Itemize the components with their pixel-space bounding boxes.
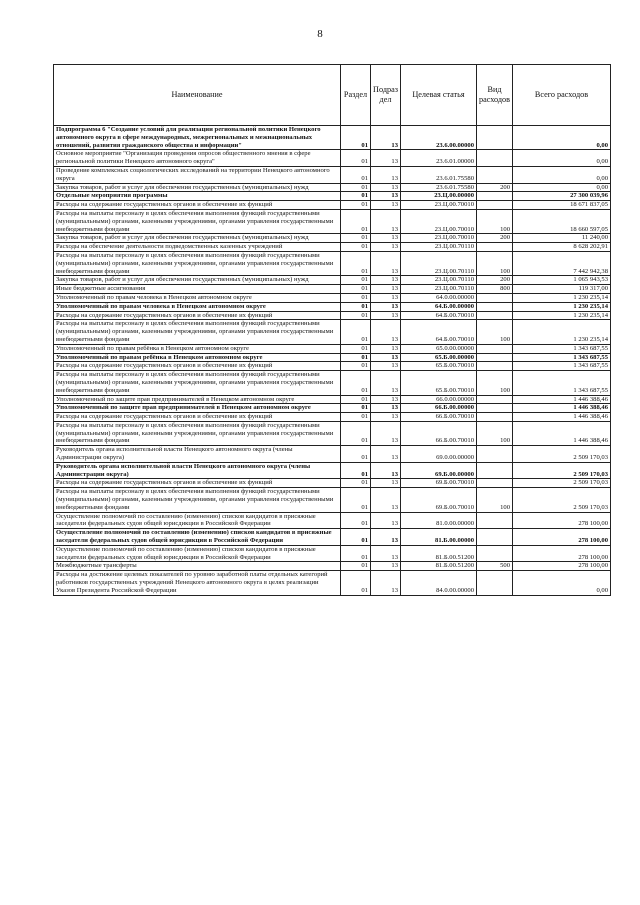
cell-sub: 13 <box>371 285 401 294</box>
page-number: 8 <box>317 28 323 40</box>
cell-name: Осуществление полномочий по составлению (изменению) списков кандидатов в присяжные заседатели федеральных судов общей юрисдикции в Российской Федерации <box>54 529 341 546</box>
cell-sec: 01 <box>341 344 371 353</box>
cell-sub: 13 <box>371 562 401 571</box>
cell-total: 11 240,00 <box>513 234 611 243</box>
cell-name: Межбюджетные трансферты <box>54 562 341 571</box>
cell-tgt: 81.Б.00.00000 <box>401 529 477 546</box>
cell-sub: 13 <box>371 251 401 275</box>
cell-sub: 13 <box>371 571 401 595</box>
table-row <box>54 192 611 201</box>
cell-name: Закупка товаров, работ и услуг для обеспечения государственных (муниципальных) нужд <box>54 183 341 192</box>
cell-kind: 100 <box>477 488 513 512</box>
cell-name: Расходы на обеспечение деятельности подведомственных казенных учреждений <box>54 243 341 252</box>
table-row <box>54 276 611 285</box>
cell-sec: 01 <box>341 545 371 562</box>
cell-name: Закупка товаров, работ и услуг для обеспечения государственных (муниципальных) нужд <box>54 276 341 285</box>
cell-tgt: 23.Ц.00.70110 <box>401 251 477 275</box>
header-total: Всего расходов <box>513 65 611 126</box>
cell-sub: 13 <box>371 488 401 512</box>
cell-sub: 13 <box>371 512 401 529</box>
cell-kind <box>477 545 513 562</box>
cell-total: 18 671 837,05 <box>513 201 611 210</box>
cell-kind <box>477 302 513 311</box>
table-row <box>54 126 611 150</box>
cell-sec: 01 <box>341 362 371 371</box>
cell-total: 278 100,00 <box>513 562 611 571</box>
cell-sec: 01 <box>341 562 371 571</box>
cell-kind <box>477 529 513 546</box>
cell-tgt: 84.0.00.00000 <box>401 571 477 595</box>
cell-sec: 01 <box>341 462 371 479</box>
cell-tgt: 69.Б.00.70010 <box>401 488 477 512</box>
table-header-row <box>54 65 611 126</box>
cell-kind <box>477 126 513 150</box>
cell-total: 1 343 687,55 <box>513 362 611 371</box>
cell-sec: 01 <box>341 353 371 362</box>
cell-sub: 13 <box>371 446 401 463</box>
cell-kind: 500 <box>477 562 513 571</box>
table-row <box>54 413 611 422</box>
table-row <box>54 201 611 210</box>
cell-sub: 13 <box>371 311 401 320</box>
cell-total: 1 446 388,46 <box>513 395 611 404</box>
cell-kind <box>477 362 513 371</box>
cell-total: 18 660 597,05 <box>513 209 611 233</box>
cell-tgt: 66.Б.00.00000 <box>401 404 477 413</box>
cell-kind <box>477 395 513 404</box>
table-row <box>54 571 611 595</box>
cell-kind: 100 <box>477 209 513 233</box>
cell-sec: 01 <box>341 126 371 150</box>
cell-total: 0,00 <box>513 150 611 167</box>
cell-tgt: 65.0.00.00000 <box>401 344 477 353</box>
cell-total: 278 100,00 <box>513 529 611 546</box>
cell-sec: 01 <box>341 512 371 529</box>
table-row <box>54 545 611 562</box>
cell-name: Расходы на выплаты персоналу в целях обеспечения выполнения функций государственными (муниципальными) органами, казенными учреждениями, органами управления государственными внебюджетными фондами <box>54 251 341 275</box>
cell-sub: 13 <box>371 353 401 362</box>
cell-name: Расходы на содержание государственных органов и обеспечение их функций <box>54 201 341 210</box>
table-row <box>54 512 611 529</box>
cell-kind: 800 <box>477 285 513 294</box>
cell-tgt: 69.Б.00.70010 <box>401 479 477 488</box>
cell-kind: 100 <box>477 320 513 344</box>
cell-total: 1 446 388,46 <box>513 413 611 422</box>
table-row <box>54 395 611 404</box>
cell-name: Расходы на выплаты персоналу в целях обеспечения выполнения функций государственными (муниципальными) органами, казенными учреждениями, органами управления государственными внебюджетными фондами <box>54 320 341 344</box>
table-row <box>54 302 611 311</box>
cell-sub: 13 <box>371 462 401 479</box>
cell-name: Расходы на достижение целевых показателей по уровню заработной платы отдельных категорий работников государственных учреждений Ненецкого автономного округа в целях реализации Указов Президента Российской Федерации <box>54 571 341 595</box>
cell-sub: 13 <box>371 362 401 371</box>
cell-sub: 13 <box>371 413 401 422</box>
cell-tgt: 69.Б.00.00000 <box>401 462 477 479</box>
cell-sub: 13 <box>371 201 401 210</box>
table-row <box>54 404 611 413</box>
cell-tgt: 23.6.00.00000 <box>401 126 477 150</box>
cell-sub: 13 <box>371 276 401 285</box>
table-row <box>54 344 611 353</box>
cell-total: 0,00 <box>513 166 611 183</box>
cell-tgt: 23.Ц.00.70010 <box>401 234 477 243</box>
table-row <box>54 209 611 233</box>
table-row <box>54 183 611 192</box>
cell-sec: 01 <box>341 529 371 546</box>
cell-name: Уполномоченный по правам человека в Ненецком автономном округе <box>54 293 341 302</box>
cell-sub: 13 <box>371 192 401 201</box>
cell-name: Расходы на выплаты персоналу в целях обеспечения выполнения функций государственными (муниципальными) органами, казенными учреждениями, органами управления государственными внебюджетными фондами <box>54 209 341 233</box>
cell-kind <box>477 243 513 252</box>
cell-tgt: 64.0.00.00000 <box>401 293 477 302</box>
cell-name: Проведение комплексных социологических исследований на территории Ненецкого автономного округа <box>54 166 341 183</box>
cell-kind: 200 <box>477 183 513 192</box>
table-row <box>54 371 611 395</box>
cell-kind <box>477 311 513 320</box>
table-row <box>54 320 611 344</box>
cell-tgt: 66.Б.00.70010 <box>401 421 477 445</box>
cell-sec: 01 <box>341 183 371 192</box>
cell-sec: 01 <box>341 371 371 395</box>
cell-sec: 01 <box>341 285 371 294</box>
header-name: Наименование <box>54 65 341 126</box>
cell-tgt: 81.Б.00.51200 <box>401 545 477 562</box>
cell-kind <box>477 150 513 167</box>
cell-tgt: 64.Б.00.70010 <box>401 320 477 344</box>
cell-sec: 01 <box>341 201 371 210</box>
cell-name: Расходы на содержание государственных органов и обеспечение их функций <box>54 413 341 422</box>
cell-kind <box>477 353 513 362</box>
table-row <box>54 488 611 512</box>
cell-total: 1 446 388,46 <box>513 421 611 445</box>
cell-name: Подпрограмма 6 "Создание условий для реализации региональной политики Ненецкого автономного округа в сфере международных, межрегиональных и межнациональных отношений, развития гражданского общества и информации" <box>54 126 341 150</box>
cell-sec: 01 <box>341 251 371 275</box>
cell-kind: 100 <box>477 421 513 445</box>
cell-kind <box>477 462 513 479</box>
cell-name: Расходы на содержание государственных органов и обеспечение их функций <box>54 311 341 320</box>
cell-kind <box>477 413 513 422</box>
cell-kind <box>477 479 513 488</box>
cell-sub: 13 <box>371 243 401 252</box>
cell-sec: 01 <box>341 166 371 183</box>
table-row <box>54 166 611 183</box>
cell-total: 2 509 170,03 <box>513 488 611 512</box>
cell-name: Расходы на выплаты персоналу в целях обеспечения выполнения функций государственными (муниципальными) органами, казенными учреждениями, органами управления государственными внебюджетными фондами <box>54 371 341 395</box>
cell-tgt: 23.Ц.00.00000 <box>401 192 477 201</box>
cell-name: Руководитель органа исполнительной власти Ненецкого автономного округа (члены Администрации округа) <box>54 446 341 463</box>
cell-sec: 01 <box>341 320 371 344</box>
cell-sub: 13 <box>371 126 401 150</box>
cell-kind <box>477 201 513 210</box>
cell-name: Осуществление полномочий по составлению (изменению) списков кандидатов в присяжные заседатели федеральных судов общей юрисдикции в Российской Федерации <box>54 545 341 562</box>
cell-sec: 01 <box>341 413 371 422</box>
cell-sub: 13 <box>371 320 401 344</box>
cell-name: Расходы на выплаты персоналу в целях обеспечения выполнения функций государственными (муниципальными) органами, казенными учреждениями, органами управления государственными внебюджетными фондами <box>54 421 341 445</box>
table-row <box>54 462 611 479</box>
cell-tgt: 65.Б.00.00000 <box>401 353 477 362</box>
cell-tgt: 65.Б.00.70010 <box>401 371 477 395</box>
cell-sec: 01 <box>341 276 371 285</box>
table-row <box>54 234 611 243</box>
cell-sec: 01 <box>341 479 371 488</box>
cell-sub: 13 <box>371 479 401 488</box>
cell-kind <box>477 166 513 183</box>
table-row <box>54 243 611 252</box>
cell-total: 1 065 943,53 <box>513 276 611 285</box>
cell-kind <box>477 571 513 595</box>
cell-sec: 01 <box>341 404 371 413</box>
cell-sub: 13 <box>371 293 401 302</box>
cell-total: 1 230 235,14 <box>513 293 611 302</box>
cell-sec: 01 <box>341 571 371 595</box>
cell-name: Отдельные мероприятия программы <box>54 192 341 201</box>
cell-total: 278 100,00 <box>513 512 611 529</box>
cell-name: Уполномоченный по правам ребёнка в Ненецком автономном округе <box>54 353 341 362</box>
cell-sub: 13 <box>371 529 401 546</box>
table-row <box>54 446 611 463</box>
cell-sub: 13 <box>371 150 401 167</box>
cell-name: Иные бюджетные ассигнования <box>54 285 341 294</box>
cell-sec: 01 <box>341 421 371 445</box>
cell-kind: 100 <box>477 371 513 395</box>
cell-total: 1 343 687,55 <box>513 371 611 395</box>
cell-name: Расходы на выплаты персоналу в целях обеспечения выполнения функций государственными (муниципальными) органами, казенными учреждениями, органами управления государственными внебюджетными фондами <box>54 488 341 512</box>
cell-sub: 13 <box>371 344 401 353</box>
cell-sec: 01 <box>341 488 371 512</box>
cell-total: 27 300 039,96 <box>513 192 611 201</box>
cell-total: 1 343 687,55 <box>513 353 611 362</box>
cell-total: 1 230 235,14 <box>513 311 611 320</box>
table-row <box>54 285 611 294</box>
cell-sec: 01 <box>341 192 371 201</box>
cell-tgt: 66.Б.00.70010 <box>401 413 477 422</box>
table-row <box>54 150 611 167</box>
cell-name: Уполномоченный по защите прав предпринимателей в Ненецком автономном округе <box>54 395 341 404</box>
cell-total: 1 230 235,14 <box>513 320 611 344</box>
cell-tgt: 23.Ц.00.70010 <box>401 209 477 233</box>
header-subsection: Подраз дел <box>371 65 401 126</box>
cell-tgt: 64.Б.00.00000 <box>401 302 477 311</box>
cell-kind: 100 <box>477 251 513 275</box>
cell-sec: 01 <box>341 302 371 311</box>
cell-sub: 13 <box>371 545 401 562</box>
cell-tgt: 23.6.01.75580 <box>401 166 477 183</box>
cell-total: 0,00 <box>513 183 611 192</box>
cell-total: 278 100,00 <box>513 545 611 562</box>
cell-sub: 13 <box>371 371 401 395</box>
cell-name: Руководитель органа исполнительной власти Ненецкого автономного округа (члены Администрации округа) <box>54 462 341 479</box>
cell-kind <box>477 192 513 201</box>
cell-sec: 01 <box>341 311 371 320</box>
table-row <box>54 311 611 320</box>
cell-kind <box>477 512 513 529</box>
cell-kind <box>477 446 513 463</box>
table-row <box>54 251 611 275</box>
cell-name: Основное мероприятие "Организация проведения опросов общественного мнения в сфере региональной политики Ненецкого автономного округа" <box>54 150 341 167</box>
cell-tgt: 23.Ц.00.70110 <box>401 276 477 285</box>
cell-kind <box>477 404 513 413</box>
cell-name: Расходы на содержание государственных органов и обеспечение их функций <box>54 479 341 488</box>
cell-sec: 01 <box>341 293 371 302</box>
cell-tgt: 81.0.00.00000 <box>401 512 477 529</box>
table-row <box>54 529 611 546</box>
cell-tgt: 23.6.01.75580 <box>401 183 477 192</box>
cell-total: 0,00 <box>513 571 611 595</box>
cell-tgt: 23.Ц.00.70110 <box>401 243 477 252</box>
cell-sec: 01 <box>341 234 371 243</box>
cell-kind: 200 <box>477 276 513 285</box>
table-row <box>54 362 611 371</box>
cell-tgt: 66.0.00.00000 <box>401 395 477 404</box>
cell-name: Расходы на содержание государственных органов и обеспечение их функций <box>54 362 341 371</box>
cell-sub: 13 <box>371 395 401 404</box>
cell-total: 7 442 942,38 <box>513 251 611 275</box>
cell-name: Закупка товаров, работ и услуг для обеспечения государственных (муниципальных) нужд <box>54 234 341 243</box>
cell-name: Уполномоченный по правам ребёнка в Ненецком автономном округе <box>54 344 341 353</box>
cell-tgt: 65.Б.00.70010 <box>401 362 477 371</box>
cell-total: 2 509 170,03 <box>513 462 611 479</box>
cell-tgt: 69.0.00.00000 <box>401 446 477 463</box>
cell-sec: 01 <box>341 243 371 252</box>
cell-total: 119 317,00 <box>513 285 611 294</box>
cell-tgt: 64.Б.00.70010 <box>401 311 477 320</box>
cell-kind <box>477 293 513 302</box>
cell-name: Уполномоченный по правам человека в Ненецком автономном округе <box>54 302 341 311</box>
cell-sub: 13 <box>371 234 401 243</box>
cell-sec: 01 <box>341 150 371 167</box>
cell-sec: 01 <box>341 395 371 404</box>
cell-total: 0,00 <box>513 126 611 150</box>
header-kind: Вид расходов <box>477 65 513 126</box>
cell-sub: 13 <box>371 166 401 183</box>
header-target: Целевая статья <box>401 65 477 126</box>
cell-name: Уполномоченный по защите прав предпринимателей в Ненецком автономном округе <box>54 404 341 413</box>
cell-tgt: 23.6.01.00000 <box>401 150 477 167</box>
cell-tgt: 81.Б.00.51200 <box>401 562 477 571</box>
cell-sub: 13 <box>371 302 401 311</box>
cell-total: 1 230 235,14 <box>513 302 611 311</box>
cell-total: 2 509 170,03 <box>513 479 611 488</box>
table-row <box>54 353 611 362</box>
header-section: Раздел <box>341 65 371 126</box>
cell-name: Осуществление полномочий по составлению (изменению) списков кандидатов в присяжные заседатели федеральных судов общей юрисдикции в Российской Федерации <box>54 512 341 529</box>
cell-kind: 200 <box>477 234 513 243</box>
cell-sec: 01 <box>341 209 371 233</box>
cell-sub: 13 <box>371 404 401 413</box>
cell-tgt: 23.Ц.00.70110 <box>401 285 477 294</box>
table-row <box>54 421 611 445</box>
cell-total: 1 343 687,55 <box>513 344 611 353</box>
cell-sec: 01 <box>341 446 371 463</box>
table-row <box>54 562 611 571</box>
cell-tgt: 23.Ц.00.70010 <box>401 201 477 210</box>
table-row <box>54 293 611 302</box>
cell-kind <box>477 344 513 353</box>
cell-sub: 13 <box>371 209 401 233</box>
cell-total: 8 628 202,91 <box>513 243 611 252</box>
table-row <box>54 479 611 488</box>
cell-total: 1 446 388,46 <box>513 404 611 413</box>
cell-total: 2 509 170,03 <box>513 446 611 463</box>
budget-table <box>53 64 611 596</box>
cell-sub: 13 <box>371 421 401 445</box>
cell-sub: 13 <box>371 183 401 192</box>
